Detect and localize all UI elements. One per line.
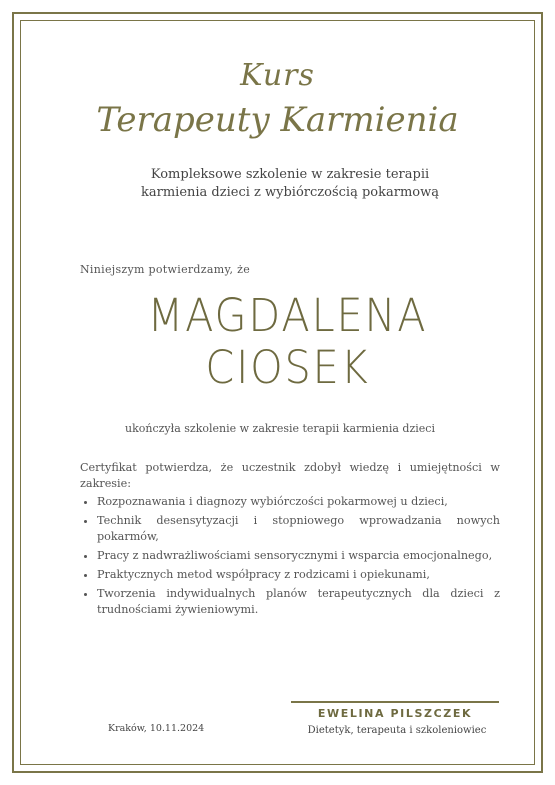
course-title: Terapeuty Karmienia [96,100,459,140]
certificate-body [80,460,500,621]
skill-item: • Technik desensytyzacji i stopniowego wprowadzania nowych pokarmów, [97,513,500,545]
skill-item: • Pracy z nadwrażliwościami sensorycznymi i wsparcia emocjonalnego, [97,548,500,564]
recipient-name [23,290,552,394]
certificate-intro: Certyfikat potwierdza, że uczestnik zdobył wiedzę i umiejętności w zakresie: [80,461,500,490]
skill-item: • Tworzenia indywidualnych planów terapeutycznych dla dzieci z trudnościami żywieniowymi. [97,586,500,618]
course-label: Kurs [240,58,315,93]
signer-name: EWELINA PILSZCZEK [317,707,473,720]
recipient-first-name: MAGDALENA [147,289,428,342]
recipient-last-name: CIOSEK [205,341,370,394]
place-and-date: Kraków, 10.11.2024 [108,723,205,734]
skill-item: • Praktycznych metod współpracy z rodzicami i opiekunami, [97,567,500,583]
signature-line [291,701,499,703]
completion-text: ukończyła szkolenie w zakresie terapii karmienia dzieci [125,422,435,435]
confirmation-intro: Niniejszym potwierdzamy, że [80,263,251,276]
course-subtitle: Kompleksowe szkolenie w zakresie terapii karmienia dzieci z wybiórczością pokarmową [141,167,439,200]
skill-item: • Rozpoznawania i diagnozy wybiórczości pokarmowej u dzieci, [97,494,500,510]
signer-role: Dietetyk, terapeuta i szkoleniowiec [307,725,487,736]
skills-list [80,494,500,618]
